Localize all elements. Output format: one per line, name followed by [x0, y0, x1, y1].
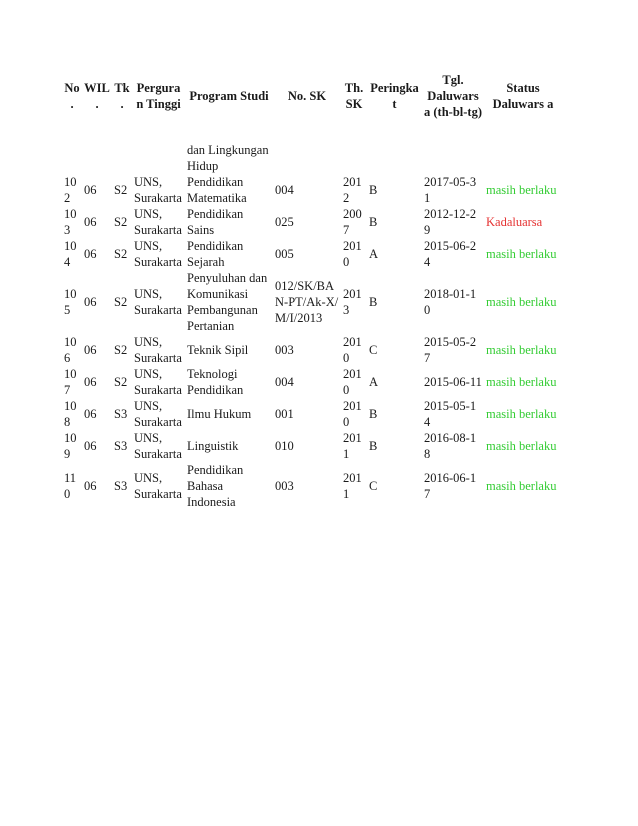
- th-sk-cell: 2011: [343, 471, 362, 501]
- no-cell: 106: [64, 335, 77, 365]
- perguruan-tinggi-cell: UNS, Surakarta: [134, 367, 182, 397]
- header-wil: WIL .: [84, 81, 110, 111]
- wil-cell: 06: [84, 407, 97, 421]
- status-cell: Kadaluarsa: [486, 215, 543, 229]
- status-cell: masih berlaku: [486, 343, 557, 357]
- th-sk-cell: 2010: [343, 239, 362, 269]
- perguruan-tinggi-cell: UNS, Surakarta: [134, 399, 182, 429]
- status-cell: masih berlaku: [486, 479, 557, 493]
- continuation-row: [62, 140, 562, 174]
- no-cell: 107: [64, 367, 77, 397]
- perguruan-tinggi-cell: UNS, Surakarta: [134, 175, 182, 205]
- tgl-daluwarsa-cell: 2015-06-11: [424, 375, 482, 389]
- tk-cell: S2: [114, 295, 128, 309]
- no-cell: 102: [64, 175, 77, 205]
- perguruan-tinggi-cell: UNS, Surakarta: [134, 239, 182, 269]
- no-sk-cell: 004: [275, 183, 294, 197]
- wil-cell: 06: [84, 479, 97, 493]
- no-sk-cell: 003: [275, 479, 294, 493]
- table-row: [62, 238, 562, 270]
- peringkat-cell: A: [369, 247, 379, 261]
- no-sk-cell: 005: [275, 247, 294, 261]
- tgl-daluwarsa-cell: 2017-05-31: [424, 175, 477, 205]
- status-cell: masih berlaku: [486, 295, 557, 309]
- perguruan-tinggi-cell: UNS, Surakarta: [134, 287, 182, 317]
- table-header-row: [62, 52, 562, 140]
- table-row: [62, 366, 562, 398]
- program-studi-cell: Pendidikan Bahasa Indonesia: [187, 463, 244, 509]
- wil-cell: 06: [84, 375, 97, 389]
- status-cell: masih berlaku: [486, 375, 557, 389]
- tk-cell: S3: [114, 407, 128, 421]
- tk-cell: S2: [114, 183, 128, 197]
- th-sk-cell: 2012: [343, 175, 362, 205]
- status-cell: masih berlaku: [486, 183, 557, 197]
- perguruan-tinggi-cell: UNS, Surakarta: [134, 207, 182, 237]
- peringkat-cell: B: [369, 407, 378, 421]
- no-cell: 110: [64, 471, 77, 501]
- table-row: [62, 206, 562, 238]
- no-cell: 108: [64, 399, 77, 429]
- no-sk-cell: 004: [275, 375, 294, 389]
- wil-cell: 06: [84, 343, 97, 357]
- table-row: [62, 430, 562, 462]
- program-studi-cell: Ilmu Hukum: [187, 407, 252, 421]
- peringkat-cell: C: [369, 343, 378, 357]
- wil-cell: 06: [84, 247, 97, 261]
- program-studi-cell: Pendidikan Sejarah: [187, 239, 244, 269]
- header-program-studi: Program Studi: [189, 89, 269, 103]
- header-perguruan-tinggi: Pergura n Tinggi: [136, 81, 181, 111]
- table-row: [62, 398, 562, 430]
- wil-cell: 06: [84, 183, 97, 197]
- peringkat-cell: C: [369, 479, 378, 493]
- no-sk-cell: 003: [275, 343, 294, 357]
- accreditation-document: [62, 52, 562, 510]
- header-tgl-daluwarsa: Tgl. Daluwars a (th-bl-tg): [424, 73, 482, 119]
- tgl-daluwarsa-cell: 2012-12-29: [424, 207, 477, 237]
- tgl-daluwarsa-cell: 2015-06-24: [424, 239, 477, 269]
- header-no-sk: No. SK: [287, 89, 327, 103]
- program-studi-cell: Pendidikan Sains: [187, 207, 244, 237]
- no-sk-cell: 001: [275, 407, 294, 421]
- tk-cell: S2: [114, 215, 128, 229]
- th-sk-cell: 2011: [343, 431, 362, 461]
- tgl-daluwarsa-cell: 2016-08-18: [424, 431, 477, 461]
- program-studi-cell: Pendidikan Matematika: [187, 175, 247, 205]
- no-cell: 105: [64, 287, 77, 317]
- status-cell: masih berlaku: [486, 247, 557, 261]
- th-sk-cell: 2013: [343, 287, 362, 317]
- tgl-daluwarsa-cell: 2016-06-17: [424, 471, 477, 501]
- no-cell: 109: [64, 431, 77, 461]
- tk-cell: S2: [114, 343, 128, 357]
- status-cell: masih berlaku: [486, 439, 557, 453]
- tk-cell: S2: [114, 247, 128, 261]
- no-sk-cell: 012/SK/BAN-PT/Ak-X/M/I/2013: [275, 279, 339, 325]
- peringkat-cell: A: [369, 375, 379, 389]
- header-th-sk: Th. SK: [344, 81, 364, 111]
- no-cell: 103: [64, 207, 77, 237]
- header-tk: Tk .: [114, 81, 130, 111]
- perguruan-tinggi-cell: UNS, Surakarta: [134, 335, 182, 365]
- tgl-daluwarsa-cell: 2015-05-14: [424, 399, 477, 429]
- program-studi-cell: Teknologi Pendidikan: [187, 367, 244, 397]
- peringkat-cell: B: [369, 215, 378, 229]
- tk-cell: S2: [114, 375, 128, 389]
- status-cell: masih berlaku: [486, 407, 557, 421]
- tgl-daluwarsa-cell: 2018-01-10: [424, 287, 477, 317]
- wil-cell: 06: [84, 215, 97, 229]
- th-sk-cell: 2007: [343, 207, 362, 237]
- table-row: [62, 270, 562, 334]
- tk-cell: S3: [114, 439, 128, 453]
- th-sk-cell: 2010: [343, 367, 362, 397]
- continuation-text: dan Lingkungan Hidup: [187, 143, 269, 173]
- table-row: [62, 174, 562, 206]
- perguruan-tinggi-cell: UNS, Surakarta: [134, 431, 182, 461]
- header-no: No .: [64, 81, 80, 111]
- no-cell: 104: [64, 239, 77, 269]
- peringkat-cell: B: [369, 183, 378, 197]
- program-studi-cell: Penyuluhan dan Komunikasi Pembangunan Pertanian: [187, 271, 268, 333]
- no-sk-cell: 025: [275, 215, 294, 229]
- table-row: [62, 334, 562, 366]
- th-sk-cell: 2010: [343, 335, 362, 365]
- tgl-daluwarsa-cell: 2015-05-27: [424, 335, 477, 365]
- program-studi-cell: Linguistik: [187, 439, 239, 453]
- header-peringkat: Peringka t: [370, 81, 419, 111]
- wil-cell: 06: [84, 439, 97, 453]
- tk-cell: S3: [114, 479, 128, 493]
- table-row: [62, 462, 562, 510]
- perguruan-tinggi-cell: UNS, Surakarta: [134, 471, 182, 501]
- peringkat-cell: B: [369, 295, 378, 309]
- header-status-daluwarsa: Status Daluwars a: [492, 81, 554, 111]
- th-sk-cell: 2010: [343, 399, 362, 429]
- accreditation-table: [62, 52, 562, 510]
- wil-cell: 06: [84, 295, 97, 309]
- program-studi-cell: Teknik Sipil: [187, 343, 249, 357]
- peringkat-cell: B: [369, 439, 378, 453]
- no-sk-cell: 010: [275, 439, 294, 453]
